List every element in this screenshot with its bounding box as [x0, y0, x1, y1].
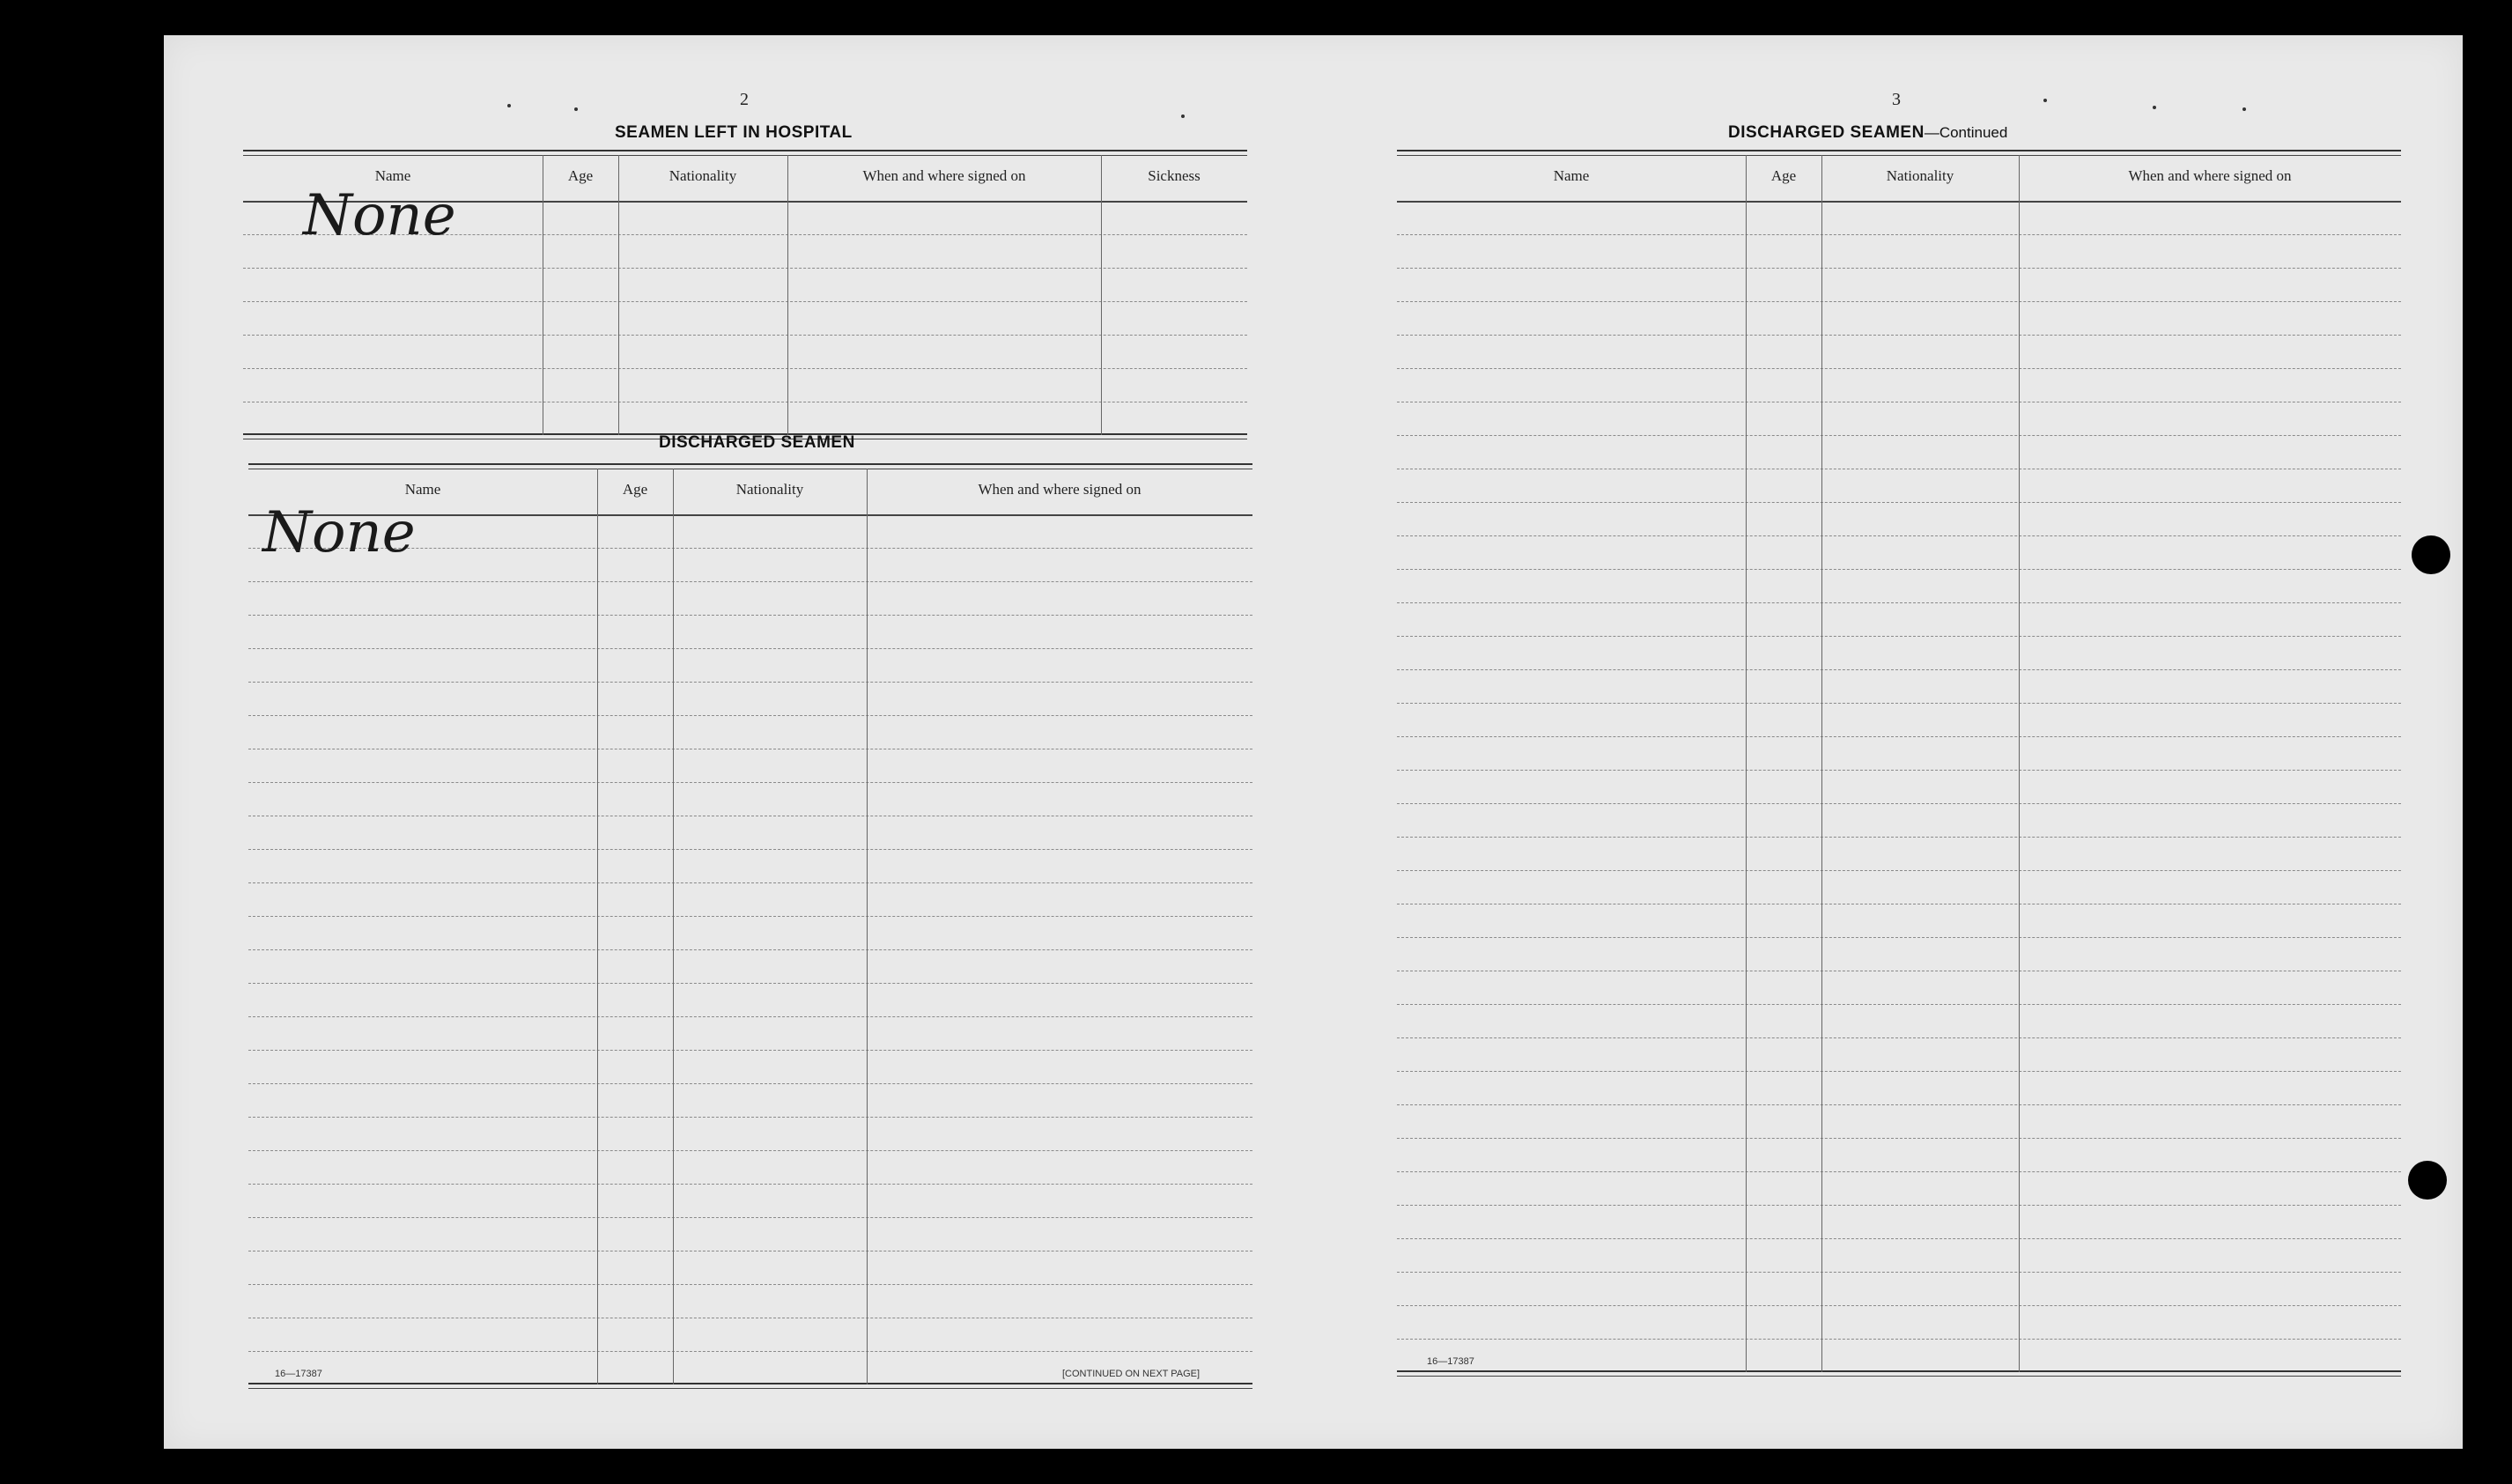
- hospital-handwritten-entry: None: [303, 183, 456, 248]
- discharged-continued-title-main: DISCHARGED SEAMEN: [1728, 123, 1925, 142]
- scan-speck: [574, 107, 578, 111]
- binder-hole: [2408, 1161, 2447, 1200]
- binder-hole: [2412, 535, 2450, 574]
- discharged-col-name: Name: [404, 481, 441, 498]
- hospital-col-signed-on: When and where signed on: [862, 167, 1026, 184]
- continued-note: [CONTINUED ON NEXT PAGE]: [1062, 1369, 1201, 1379]
- hospital-col-sickness: Sickness: [1148, 167, 1201, 184]
- scanned-form-sheet: [164, 35, 2463, 1449]
- hospital-col-nationality: Nationality: [669, 167, 737, 184]
- hospital-col-age: Age: [567, 167, 594, 184]
- discharged-section-title: DISCHARGED SEAMEN: [659, 433, 855, 452]
- form-number-right: 16—17387: [1427, 1356, 1474, 1367]
- scan-speck: [2043, 99, 2047, 102]
- scan-speck: [2153, 106, 2156, 109]
- right-col-name: Name: [1553, 167, 1590, 184]
- discharged-continued-title-suffix: —Continued: [1924, 124, 2008, 141]
- form-number-left: 16—17387: [275, 1369, 322, 1379]
- discharged-col-age: Age: [622, 481, 648, 498]
- hospital-col-name: Name: [374, 167, 411, 184]
- discharged-table-left: [248, 463, 1252, 1397]
- discharged-continued-title: [1728, 123, 2007, 143]
- discharged-table-right: [1397, 150, 2401, 1392]
- discharged-col-nationality: Nationality: [735, 481, 804, 498]
- scan-speck: [2242, 107, 2246, 111]
- hospital-section-title: SEAMEN LEFT IN HOSPITAL: [615, 123, 853, 142]
- page-number-right: 3: [1892, 90, 1901, 109]
- page-number-left: 2: [740, 90, 749, 109]
- right-col-nationality: Nationality: [1886, 167, 1954, 184]
- right-col-signed-on: When and where signed on: [2128, 167, 2292, 184]
- discharged-handwritten-entry: None: [262, 500, 416, 565]
- right-col-age: Age: [1770, 167, 1797, 184]
- discharged-col-signed-on: When and where signed on: [978, 481, 1141, 498]
- scan-speck: [1181, 114, 1185, 118]
- scan-speck: [507, 104, 511, 107]
